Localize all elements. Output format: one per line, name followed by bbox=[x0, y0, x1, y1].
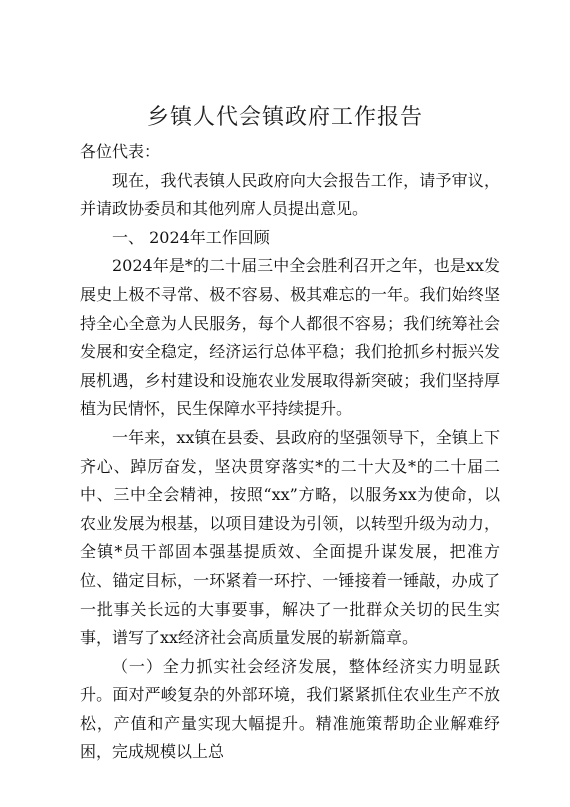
paragraph-achievements: 一年来，xx镇在县委、县政府的坚强领导下，全镇上下齐心、踔厉奋发，坚决贯穿落实*的二十大及*的二十届二中、三中全会精神，按照“xx”方略，以服务xx为使命，以农业发展为根基，以项目建设为引领，以转型升级为动力，全镇*员干部固本强基提质效、全面提升谋发展，把准方位、锚定目标，一环紧着一环拧、一锤接着一锤敲，办成了一批事关长远的大事要事，解决了一批群众关切的民生实事，谱写了xx经济社会高质量发展的崭新篇章。 bbox=[80, 427, 500, 648]
salutation: 各位代表： bbox=[80, 142, 161, 161]
paragraph-overview: 2024年是*的二十届三中全会胜利召开之年，也是xx发展史上极不寻常、极不容易、极其难忘的一年。我们始终坚持全心全意为人民服务，每个人都很不容易；我们统筹社会发展和安全稳定，经济运行总体平稳；我们抢抓乡村振兴发展机遇，乡村建设和设施农业发展取得新突破；我们坚持厚植为民情怀，民生保障水平持续提升。 bbox=[80, 256, 500, 419]
paragraph-economy: （一）全力抓实社会经济发展，整体经济实力明显跃升。面对严峻复杂的外部环境，我们紧紧抓住农业生产不放松，产值和产量实现大幅提升。精准施策帮助企业解难纾困，完成规模以上总 bbox=[80, 656, 500, 762]
paragraph-opening: 现在，我代表镇人民政府向大会报告工作，请予审议，并请政协委员和其他列席人员提出意见。 bbox=[80, 170, 500, 219]
section-heading: 一、 2024年工作回顾 bbox=[112, 227, 270, 247]
document-body bbox=[80, 138, 500, 767]
document-title: 乡镇人代会镇政府工作报告 bbox=[146, 105, 423, 130]
